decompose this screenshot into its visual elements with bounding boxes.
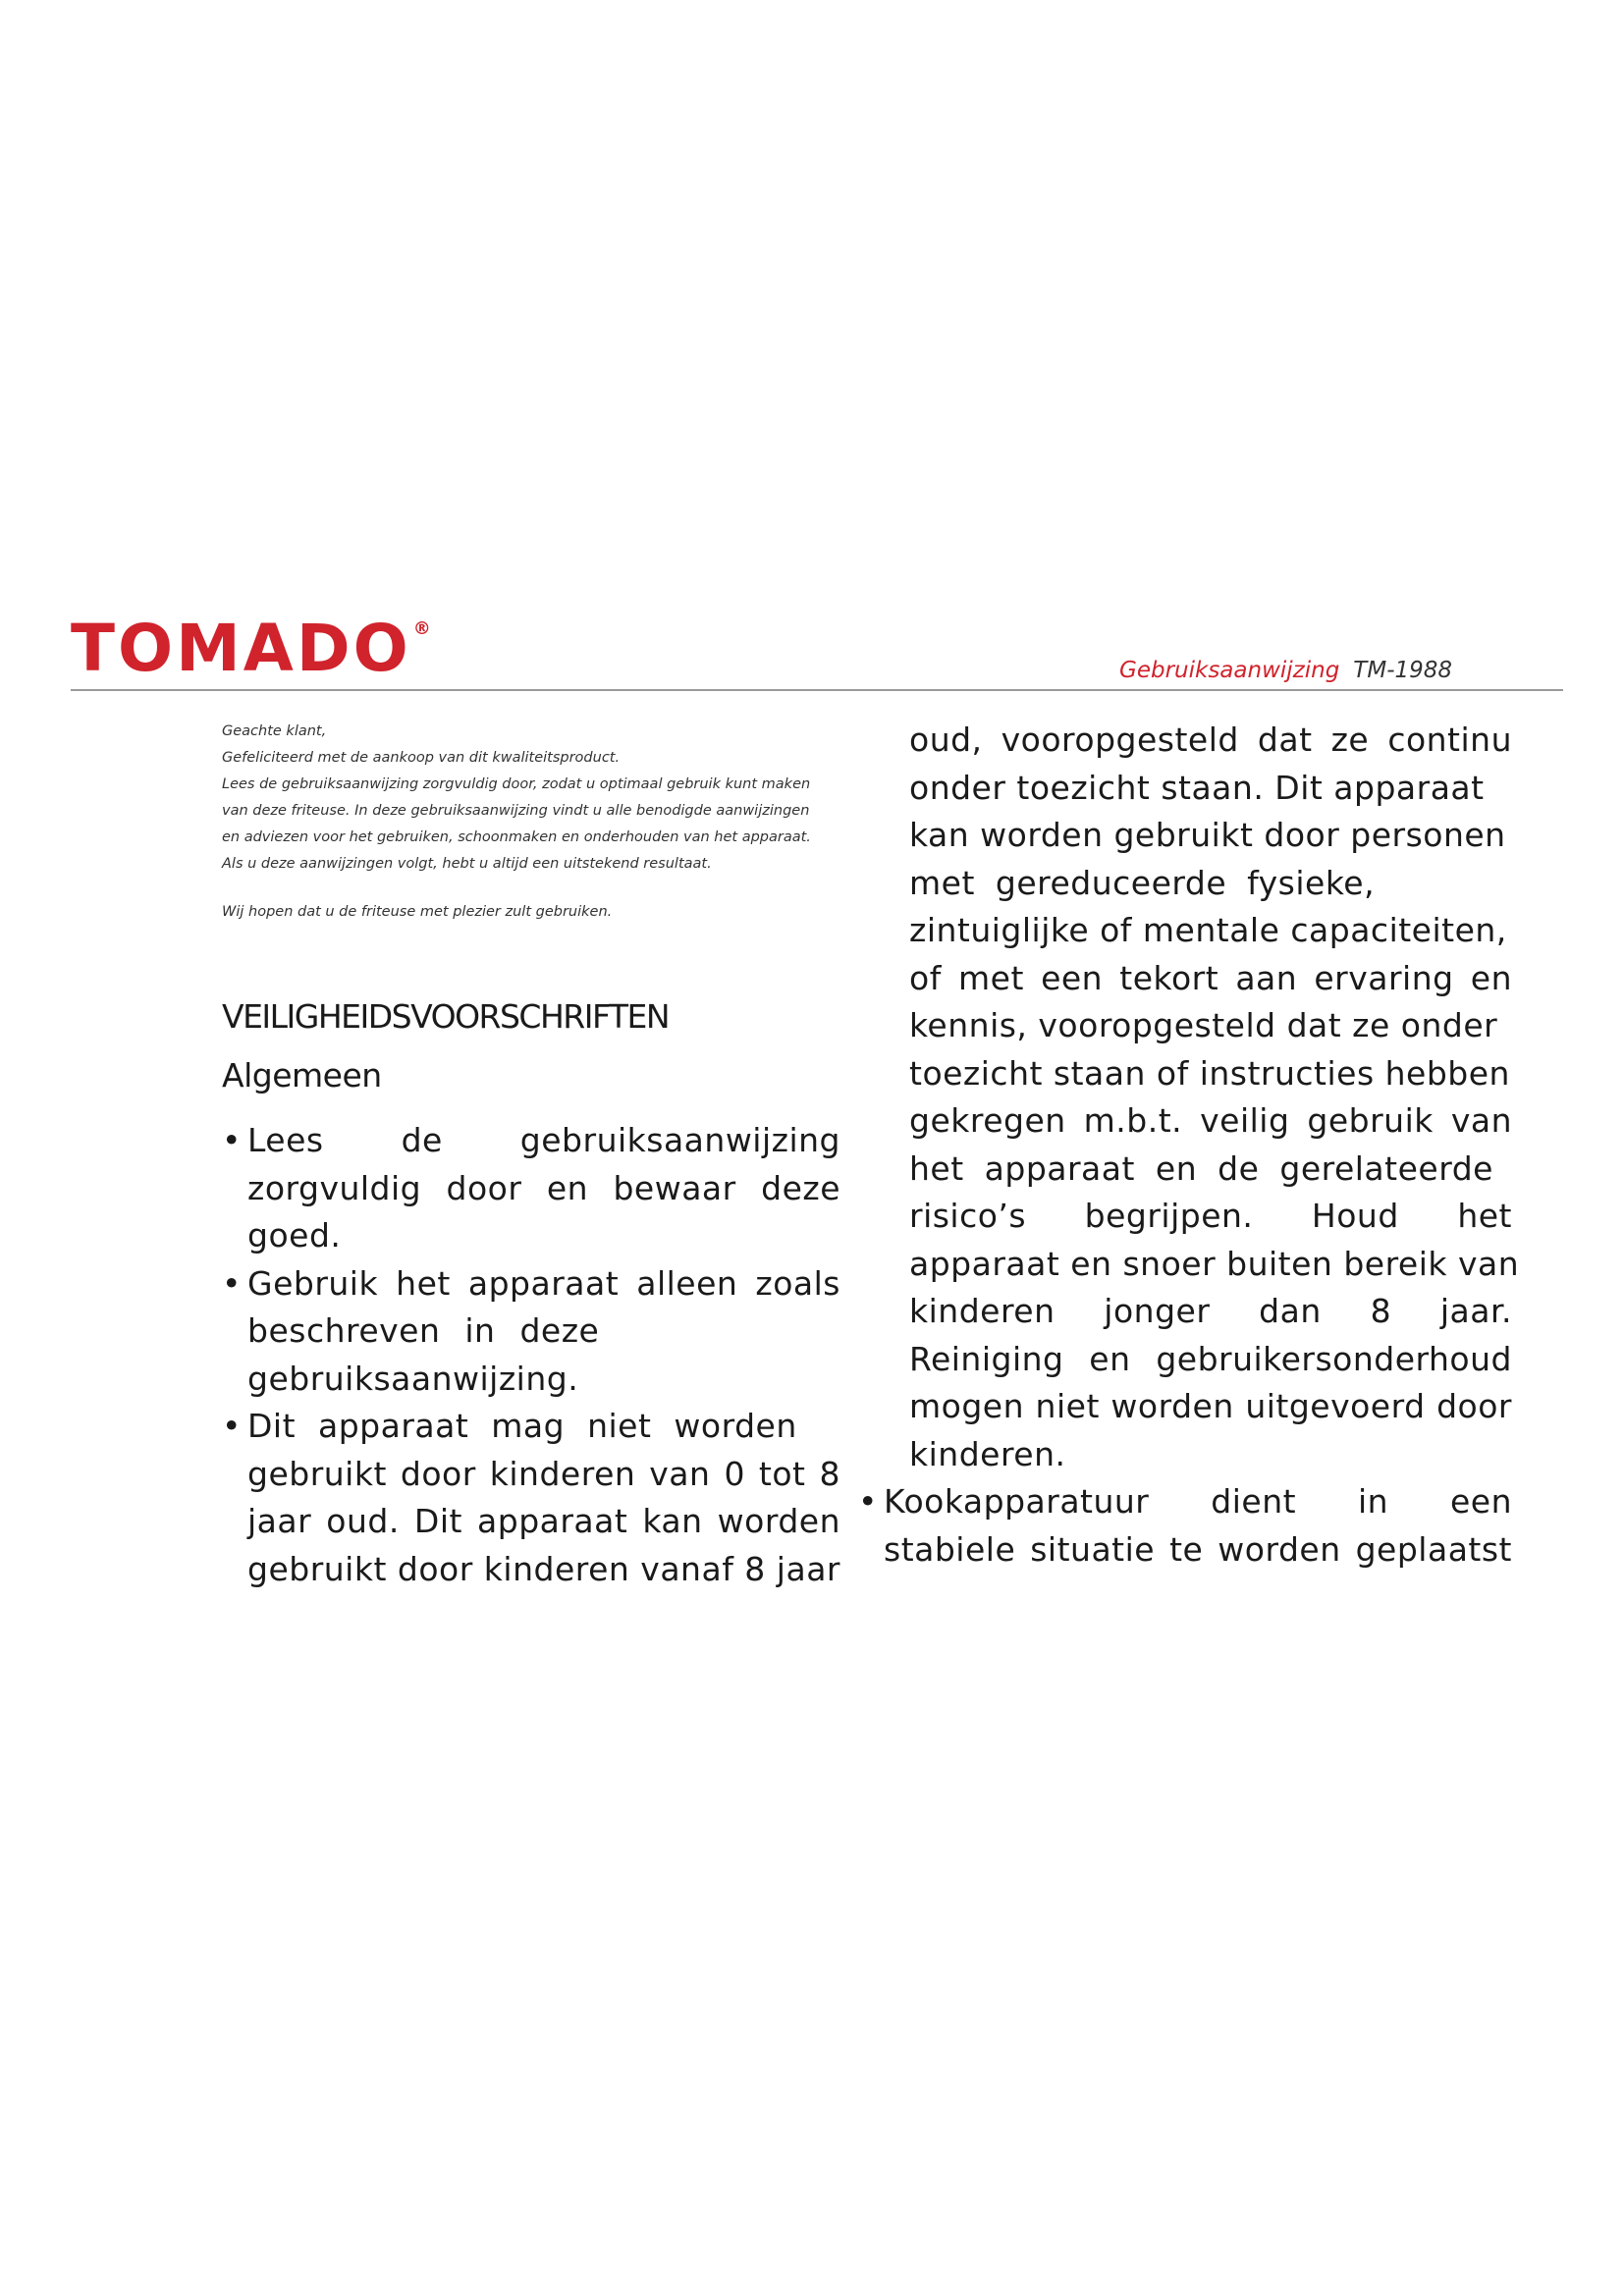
paragraph-line: kinderen jonger dan 8 jaar. <box>909 1292 1512 1330</box>
intro-line: van deze friteuse. In deze gebruiksaanwijzing vindt u alle benodigde aanwijzingen <box>222 803 810 819</box>
paragraph-line: kinderen. <box>909 1434 1066 1473</box>
intro-text <box>222 719 831 926</box>
paragraph-line: oud, vooropgesteld dat ze continu <box>909 721 1512 759</box>
paragraph-line: mogen niet worden uitgevoerd door <box>909 1387 1512 1425</box>
bullet-line: gebruikt door kinderen van 0 tot 8 <box>247 1454 840 1493</box>
bullet-line: Dit apparaat mag niet worden <box>247 1407 797 1445</box>
bullet-line: gebruiksaanwijzing. <box>247 1359 579 1398</box>
bullet-icon: • <box>222 1263 242 1303</box>
bullet-item <box>222 1117 840 1260</box>
paragraph-line: met gereduceerde fysieke, <box>909 863 1376 902</box>
paragraph-line: Reiniging en gebruikersonderhoud <box>909 1339 1512 1378</box>
section-title: VEILIGHEIDSVOORSCHRIFTEN <box>222 997 670 1036</box>
paragraph-line: of met een tekort aan ervaring en <box>909 958 1512 997</box>
paragraph-line: het apparaat en de gerelateerde <box>909 1148 1493 1188</box>
model-number: TM-1988 <box>1353 658 1453 683</box>
registered-mark: ® <box>412 618 431 639</box>
paragraph-line: kennis, vooropgesteld dat ze onder <box>909 1006 1498 1044</box>
intro-closing: Wij hopen dat u de friteuse met plezier zult gebruiken. <box>222 904 613 920</box>
paragraph-line: gekregen m.b.t. veilig gebruik van <box>909 1101 1512 1140</box>
bullet-icon: • <box>222 1121 242 1159</box>
paragraph-line: toezicht staan of instructies hebben <box>909 1053 1510 1093</box>
paragraph-line: kan worden gebruikt door personen <box>909 816 1506 854</box>
bullet-line: jaar oud. Dit apparaat kan worden <box>247 1502 840 1540</box>
paragraph-line: zintuiglijke of mentale capaciteiten, <box>909 911 1507 949</box>
intro-line: Geachte klant, <box>222 723 327 739</box>
right-column <box>858 717 1520 1574</box>
bullet-line: Kookapparatuur dient in een <box>884 1482 1512 1521</box>
header-divider <box>71 689 1563 691</box>
doc-label: Gebruiksaanwijzing <box>1119 658 1340 683</box>
left-column <box>222 1117 840 1593</box>
bullet-line: stabiele situatie te worden geplaatst <box>884 1529 1512 1569</box>
intro-line: Lees de gebruiksaanwijzing zorgvuldig door, zodat u optimaal gebruik kunt maken <box>222 776 811 792</box>
paragraph-line: apparaat en snoer buiten bereik van <box>909 1244 1520 1283</box>
paragraph-line: risico’s begrijpen. Houd het <box>909 1197 1512 1235</box>
bullet-line: gebruikt door kinderen vanaf 8 jaar <box>247 1549 840 1588</box>
bullet-icon: • <box>222 1407 242 1445</box>
bullet-line: goed. <box>247 1216 342 1255</box>
bullet-line: zorgvuldig door en bewaar deze <box>247 1168 840 1207</box>
bullet-item <box>222 1403 840 1593</box>
bullet-line: beschreven in deze <box>247 1311 600 1350</box>
bullet-line: Lees de gebruiksaanwijzing <box>247 1121 840 1159</box>
bullet-icon: • <box>858 1482 878 1521</box>
bullet-line: Gebruik het apparaat alleen zoals <box>247 1263 840 1303</box>
document-title <box>1119 658 1452 683</box>
brand-logo <box>71 611 431 686</box>
intro-line: Als u deze aanwijzingen volgt, hebt u altijd een uitstekend resultaat. <box>222 856 712 872</box>
continued-paragraph <box>884 717 1520 1478</box>
intro-line: en adviezen voor het gebruiken, schoonmaken en onderhouden van het apparaat. <box>222 829 811 845</box>
bullet-item <box>858 1478 1512 1574</box>
brand-name: TOMADO <box>71 611 411 686</box>
bullet-item <box>222 1260 840 1404</box>
intro-line: Gefeliciteerd met de aankoop van dit kwaliteitsproduct. <box>222 750 621 766</box>
subsection-title: Algemeen <box>222 1056 382 1095</box>
paragraph-line: onder toezicht staan. Dit apparaat <box>909 768 1485 807</box>
